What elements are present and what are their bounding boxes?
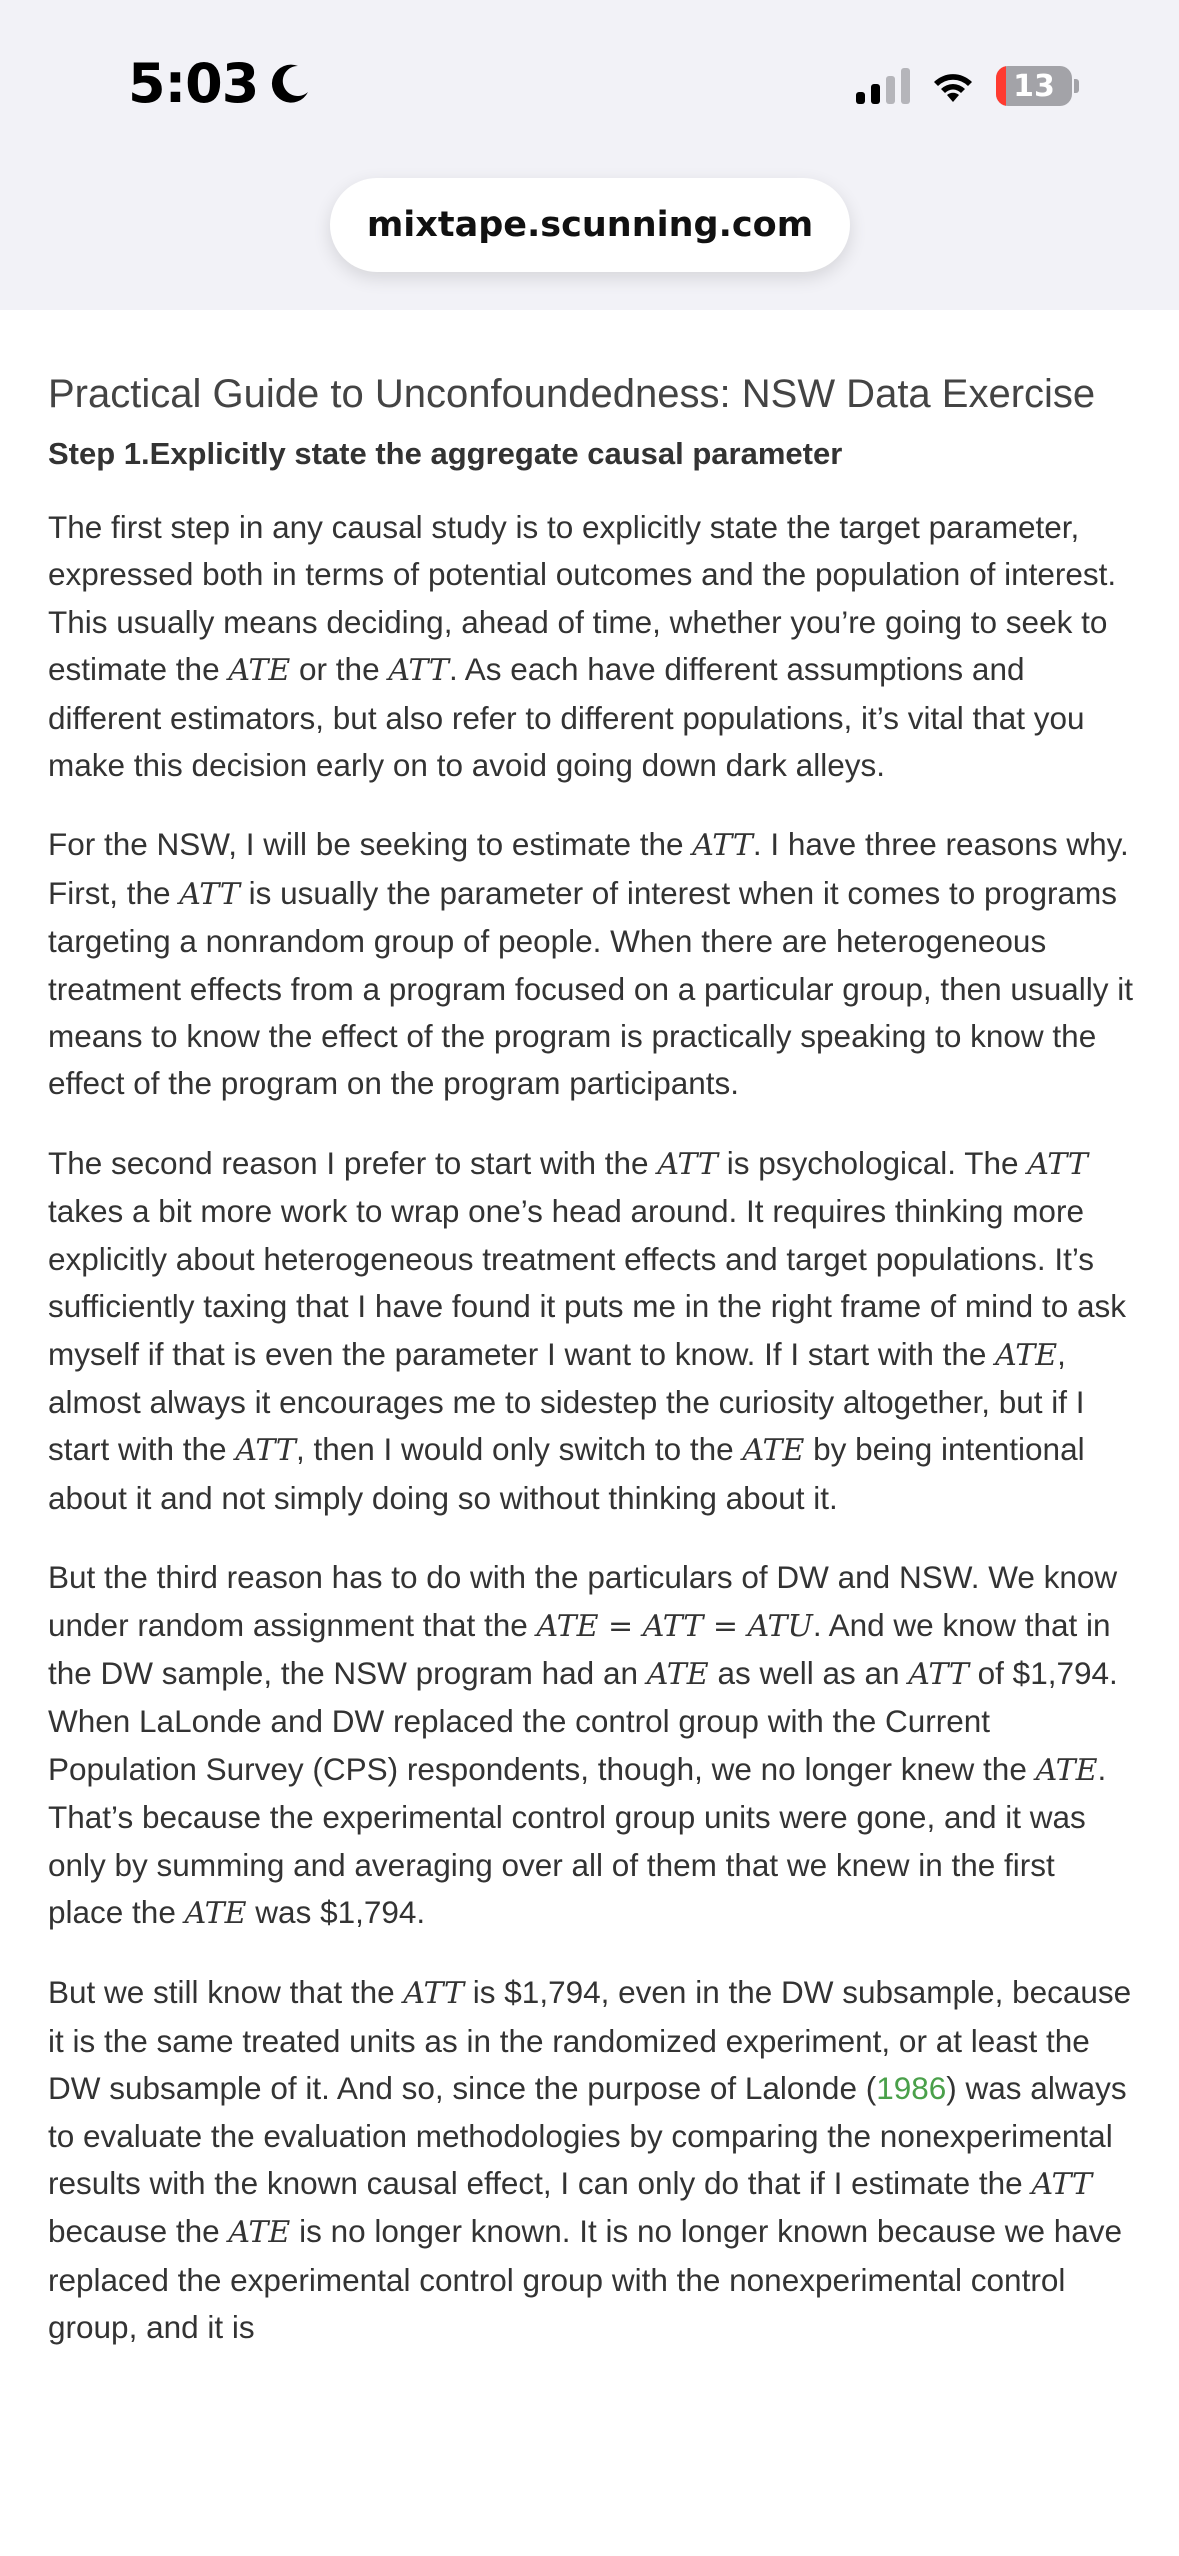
article bbox=[48, 370, 1138, 2384]
math-ate: ATE bbox=[995, 1337, 1058, 1373]
citation-link[interactable]: 1986 bbox=[876, 2070, 947, 2107]
text: was $1,794. bbox=[246, 1893, 426, 1930]
text: by being intentional about it and not simply doing so without thinking about it. bbox=[48, 1431, 1085, 1516]
math-att: ATT bbox=[403, 1976, 465, 2012]
text: is psychological. The bbox=[717, 1144, 1028, 1181]
text: because the bbox=[48, 2213, 229, 2250]
text: of $1,794. When LaLonde and DW replaced the control group with the Current Population Survey (CPS) respondents, though, we no longer knew the bbox=[48, 1654, 1118, 1787]
wifi-icon bbox=[928, 68, 978, 104]
math-att: ATT bbox=[388, 653, 449, 689]
math-att: ATT bbox=[692, 828, 753, 864]
math-att: ATT bbox=[1027, 1146, 1088, 1182]
text: . As each have different assumptions and different estimators, but also refer to different populations, it’s vital that you make this decision early on to avoid going down dark alleys. bbox=[48, 651, 1085, 784]
math-ate: ATE bbox=[1035, 1752, 1098, 1788]
text: But the third reason has to do with the particulars of DW and NSW. We know under random assignment that the bbox=[48, 1559, 1118, 1643]
text: as well as an bbox=[708, 1654, 909, 1691]
moon-icon bbox=[268, 62, 312, 106]
text: or the bbox=[290, 651, 389, 688]
math-equation: ATE = ATT = ATU bbox=[536, 1608, 813, 1644]
battery-level: 13 bbox=[1013, 68, 1055, 104]
text: For the NSW, I will be seeking to estimate the bbox=[48, 826, 693, 863]
paragraph-5 bbox=[48, 1969, 1138, 2351]
status-icons bbox=[856, 66, 1079, 106]
status-time-text: 5:03 bbox=[128, 52, 259, 115]
browser-chrome bbox=[0, 0, 1179, 310]
address-bar-url: mixtape.scunning.com bbox=[366, 205, 814, 245]
step-heading: Step 1.Explicitly state the aggregate causal parameter bbox=[48, 436, 843, 471]
status-time bbox=[128, 52, 312, 115]
page-title: Practical Guide to Unconfoundedness: NSW Data Exercise bbox=[48, 372, 1096, 416]
math-ate: ATE bbox=[646, 1656, 709, 1692]
battery-icon bbox=[996, 66, 1072, 106]
text: is no longer known. It is no longer known because we have replaced the experimental control group with the nonexperimental control group, and it is bbox=[48, 2213, 1123, 2346]
text: The first step in any causal study is to explicitly state the target parameter, expressed both in terms of potential outcomes and the population of interest. This usually means deciding, ahead of time, whether you’re going to seek to estimate the bbox=[48, 509, 1117, 688]
math-ate: ATE bbox=[184, 1895, 247, 1931]
text: ) was always to evaluate the evaluation methodologies by comparing the nonexperimental results with the known causal effect, I can only do that if I estimate the bbox=[48, 2070, 1127, 2201]
cellular-signal-icon bbox=[856, 68, 910, 104]
math-att: ATT bbox=[235, 1433, 296, 1469]
math-att: ATT bbox=[179, 876, 240, 912]
text: The second reason I prefer to start with the bbox=[48, 1144, 658, 1181]
text: takes a bit more work to wrap one’s head around. It requires thinking more explicitly about heterogeneous treatment effects and target populations. It’s sufficiently taxing that I have found it puts me in the right frame of mind to ask myself if that is even the parameter I want to know. If I start with the bbox=[48, 1193, 1126, 1372]
text: . I have three reasons why. First, the bbox=[48, 826, 1129, 911]
text: , almost always it encourages me to sidestep the curiosity altogether, but if I start with the bbox=[48, 1335, 1085, 1468]
text: . And we know that in the DW sample, the NSW program had an bbox=[48, 1606, 1111, 1691]
text: is usually the parameter of interest when it comes to programs targeting a nonrandom group of people. When there are heterogeneous treatment effects from a program focused on a particular group, then usually it means to know the effect of the program is practically speaking to know the effect of the program on the program participants. bbox=[48, 874, 1133, 1102]
text: But we still know that the bbox=[48, 1974, 404, 2011]
text: . That’s because the experimental control group units were gone, and it was only by summing and averaging over all of them that we knew in the first place the bbox=[48, 1750, 1107, 1930]
math-att: ATT bbox=[1031, 2167, 1093, 2202]
math-att: ATT bbox=[908, 1656, 969, 1692]
math-ate: ATE bbox=[742, 1433, 805, 1469]
text: is $1,794, even in the DW subsample, because it is the same treated units as in the randomized experiment, or at least the DW subsample of it. And so, since the purpose of Lalonde ( bbox=[48, 1974, 1132, 2107]
paragraph-4 bbox=[48, 1554, 1138, 1937]
math-ate: ATE bbox=[228, 2215, 291, 2251]
math-att: ATT bbox=[657, 1146, 718, 1182]
address-bar[interactable] bbox=[330, 178, 850, 272]
paragraph-2 bbox=[48, 821, 1138, 1107]
text: , then I would only switch to the bbox=[295, 1431, 743, 1468]
math-ate: ATE bbox=[228, 653, 291, 689]
paragraph-1 bbox=[48, 504, 1138, 789]
paragraph-3 bbox=[48, 1140, 1138, 1522]
